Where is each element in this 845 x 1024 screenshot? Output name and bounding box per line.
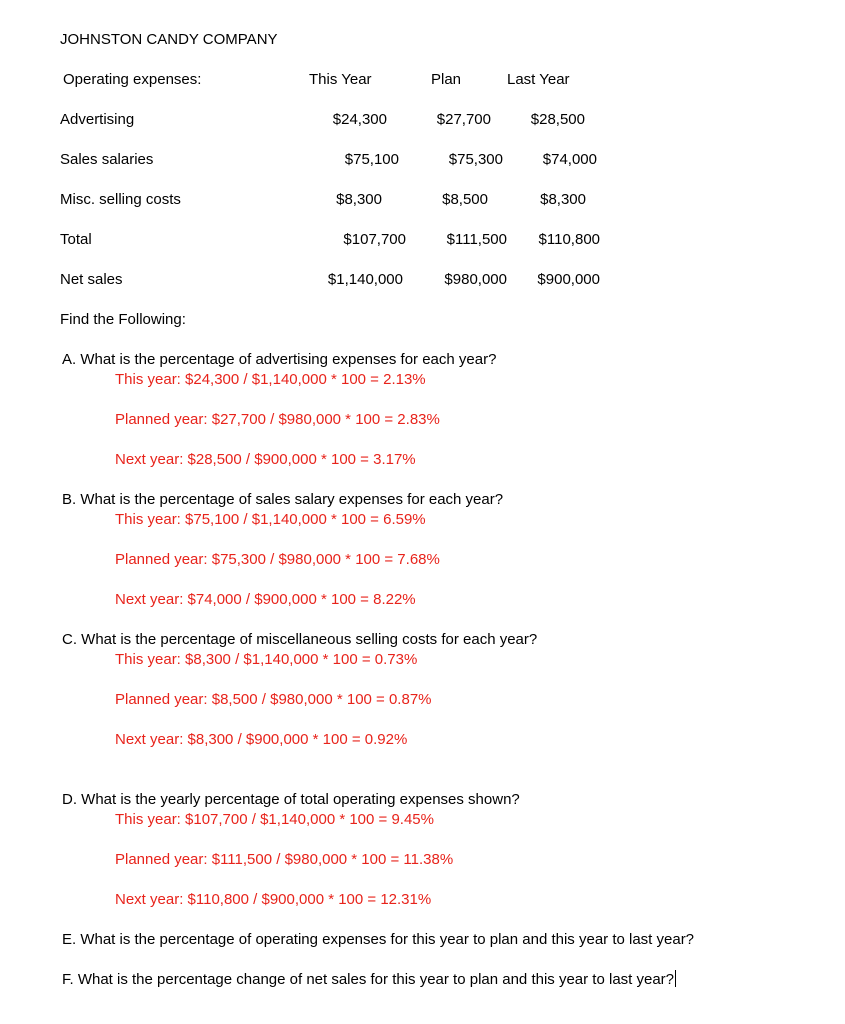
table-header-label: Operating expenses:: [63, 71, 202, 88]
text-cursor: [675, 970, 676, 987]
answer-a-this-year: This year: $24,300 / $1,140,000 * 100 = 2.13%: [115, 371, 426, 388]
answer-d-planned-year: Planned year: $111,500 / $980,000 * 100 = 11.38%: [115, 851, 454, 868]
cell-advertising-plan: $27,700: [436, 111, 491, 128]
cell-total-last-year: $110,800: [538, 231, 600, 248]
answer-c-next-year: Next year: $8,300 / $900,000 * 100 = 0.92%: [115, 731, 408, 748]
cell-sales-salaries-this-year: $75,100: [344, 151, 399, 168]
question-d: D. What is the yearly percentage of total operating expenses shown?: [62, 791, 520, 808]
cell-sales-salaries-last-year: $74,000: [542, 151, 597, 168]
cell-advertising-last-year: $28,500: [530, 111, 585, 128]
row-label-sales-salaries: Sales salaries: [60, 151, 154, 168]
answer-b-planned-year: Planned year: $75,300 / $980,000 * 100 = 7.68%: [115, 551, 440, 568]
cell-total-this-year: $107,700: [343, 231, 406, 248]
question-f-line[interactable]: [62, 970, 676, 989]
row-label-net-sales: Net sales: [60, 271, 123, 288]
question-a: A. What is the percentage of advertising expenses for each year?: [62, 351, 497, 368]
column-header-plan: Plan: [431, 71, 462, 88]
answer-a-planned-year: Planned year: $27,700 / $980,000 * 100 = 2.83%: [115, 411, 440, 428]
cell-sales-salaries-plan: $75,300: [448, 151, 503, 168]
row-label-total: Total: [60, 231, 92, 248]
cell-net-sales-this-year: $1,140,000: [327, 271, 403, 288]
row-label-advertising: Advertising: [60, 111, 135, 128]
cell-total-plan: $111,500: [446, 231, 507, 248]
find-label: Find the Following:: [60, 311, 186, 328]
answer-c-planned-year: Planned year: $8,500 / $980,000 * 100 = 0.87%: [115, 691, 432, 708]
question-e: E. What is the percentage of operating expenses for this year to plan and this year to last year?: [62, 931, 695, 948]
question-c: C. What is the percentage of miscellaneous selling costs for each year?: [62, 631, 538, 648]
cell-misc-plan: $8,500: [442, 191, 488, 208]
question-f: F. What is the percentage change of net sales for this year to plan and this year to last year?: [62, 971, 675, 988]
column-header-last-year: Last Year: [507, 71, 570, 88]
row-label-misc-selling-costs: Misc. selling costs: [60, 191, 181, 208]
answer-a-next-year: Next year: $28,500 / $900,000 * 100 = 3.17%: [115, 451, 416, 468]
answer-b-next-year: Next year: $74,000 / $900,000 * 100 = 8.22%: [115, 591, 416, 608]
answer-d-this-year: This year: $107,700 / $1,140,000 * 100 = 9.45%: [115, 811, 434, 828]
cell-net-sales-plan: $980,000: [444, 271, 507, 288]
cell-misc-this-year: $8,300: [336, 191, 382, 208]
answer-d-next-year: Next year: $110,800 / $900,000 * 100 = 12.31%: [115, 891, 432, 908]
answer-c-this-year: This year: $8,300 / $1,140,000 * 100 = 0.73%: [115, 651, 418, 668]
cell-net-sales-last-year: $900,000: [537, 271, 600, 288]
question-b: B. What is the percentage of sales salary expenses for each year?: [62, 491, 504, 508]
cell-misc-last-year: $8,300: [540, 191, 586, 208]
answer-b-this-year: This year: $75,100 / $1,140,000 * 100 = 6.59%: [115, 511, 426, 528]
column-header-this-year: This Year: [309, 71, 372, 88]
cell-advertising-this-year: $24,300: [332, 111, 387, 128]
document-title: JOHNSTON CANDY COMPANY: [60, 31, 278, 48]
